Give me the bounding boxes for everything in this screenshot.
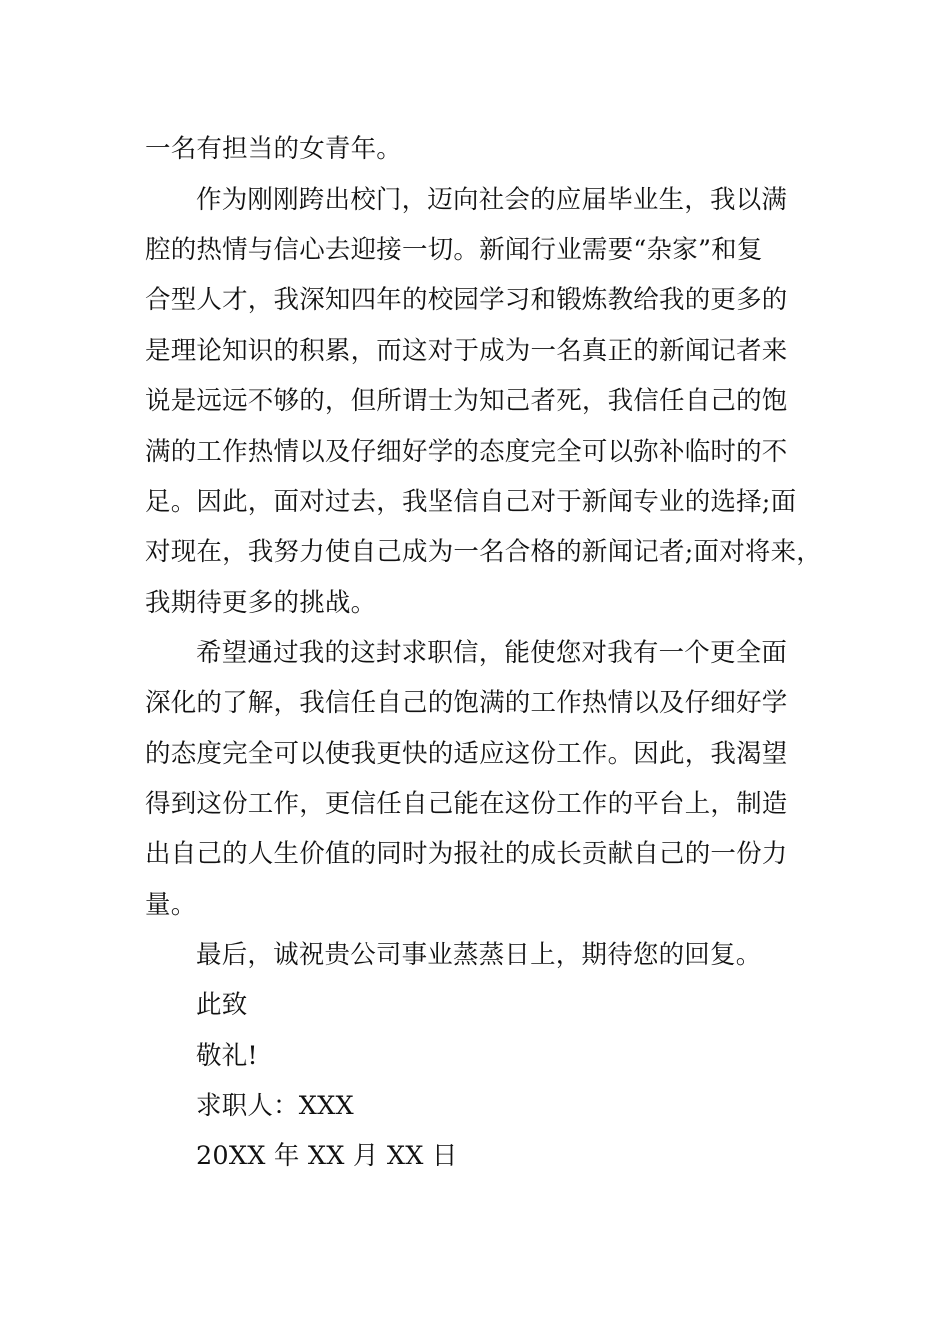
text-line: 足。因此，面对过去，我坚信自己对于新闻专业的选择;面 xyxy=(145,487,797,517)
text-line: 对现在，我努力使自己成为一名合格的新闻记者;面对将来， xyxy=(145,537,822,567)
text-line: 满的工作热情以及仔细好学的态度完全可以弥补临时的不 xyxy=(145,437,788,467)
text-line: 说是远远不够的，但所谓士为知己者死，我信任自己的饱 xyxy=(145,386,788,416)
text-line: 腔的热情与信心去迎接一切。新闻行业需要“杂家”和复 xyxy=(145,235,763,265)
text-line: 我期待更多的挑战。 xyxy=(145,588,377,618)
text-line: 得到这份工作，更信任自己能在这份工作的平台上，制造 xyxy=(145,789,788,819)
paragraph-start-line: 作为刚刚跨出校门，迈向社会的应届毕业生，我以满 xyxy=(196,185,788,215)
text-line: 出自己的人生价值的同时为报社的成长贡献自己的一份力 xyxy=(145,839,788,869)
text-line: 深化的了解，我信任自己的饱满的工作热情以及仔细好学 xyxy=(145,688,788,718)
text-line: 合型人才，我深知四年的校园学习和锻炼教给我的更多的 xyxy=(145,285,788,315)
salutation-cizhi: 此致 xyxy=(196,990,248,1020)
text-line: 是理论知识的积累，而这对于成为一名真正的新闻记者来 xyxy=(145,336,788,366)
paragraph-start-line: 希望通过我的这封求职信，能使您对我有一个更全面 xyxy=(196,638,788,668)
text-line: 一名有担当的女青年。 xyxy=(145,134,403,164)
text-line: 的态度完全可以使我更快的适应这份工作。因此，我渴望 xyxy=(145,739,788,769)
letter-date: 20XX 年 XX 月 XX 日 xyxy=(196,1141,458,1171)
text-line: 量。 xyxy=(145,890,197,920)
applicant-name: 求职人：XXX xyxy=(196,1091,354,1121)
salutation-jingli: 敬礼! xyxy=(196,1041,258,1071)
closing-wish-line: 最后，诚祝贵公司事业蒸蒸日上，期待您的回复。 xyxy=(196,940,762,970)
